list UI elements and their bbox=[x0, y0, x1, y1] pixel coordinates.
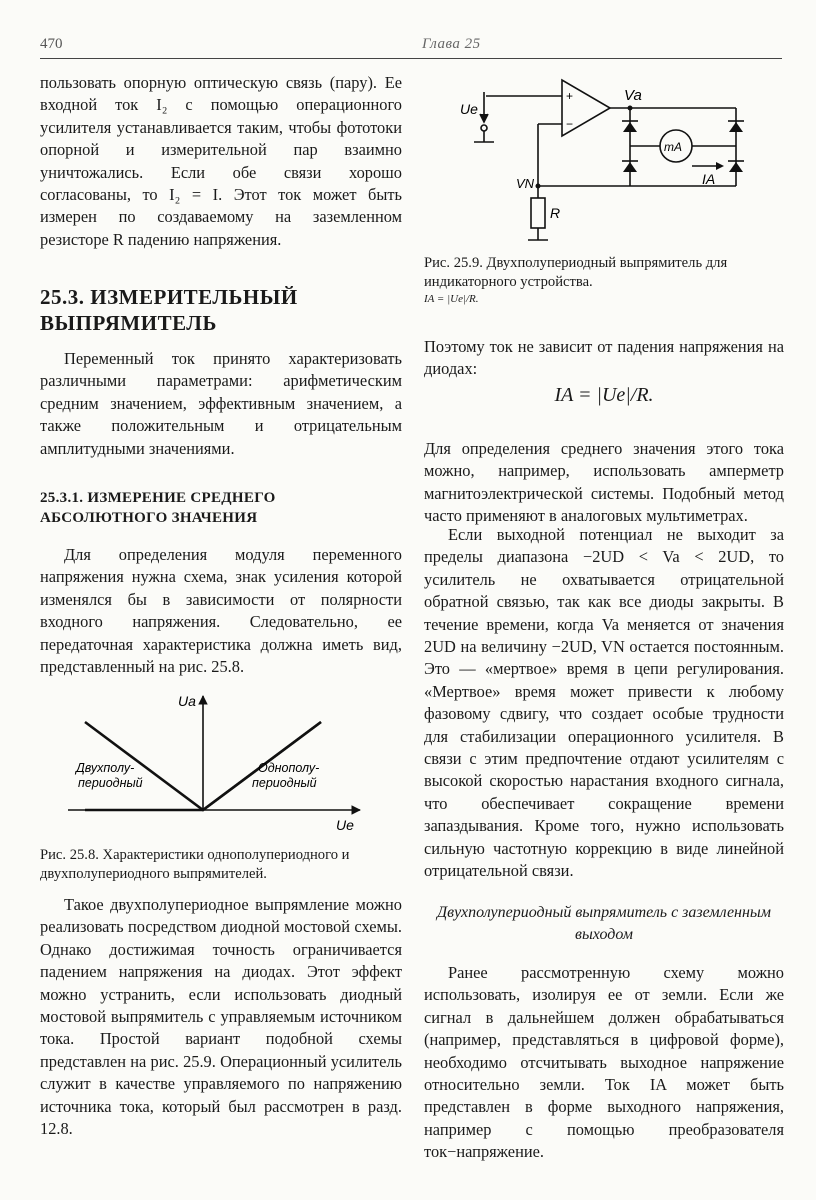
bottom-para-block bbox=[40, 894, 402, 1140]
subsection-paragraph: Для определения модуля переменного напряжения нужна схема, знак усиления которой изменялся бы в зависимости от полярности входного напряжения. Следовательно, ее передаточная характеристика должна иметь вид, представленный на рис. 25.8. bbox=[40, 545, 402, 677]
bottom-paragraph: Такое двухполупериодное выпрямление можно реализовать посредством диодной мостовой схемы. Однако достижимая точность ограничивается падением напряжения на диодах. Этот эффект можно устранить, если использовать диодный мостовой выпрямитель с управляемым источником тока. Простой вариант подобной схемы представлен на рис. 25.9. Операционный усилитель служит в качестве управляемого по напряжению источника тока, который был рассмотрен в разд. 12.8. bbox=[40, 895, 402, 1139]
annotation-full-wave-2: периодный bbox=[78, 776, 143, 790]
chapter-title: Глава 25 bbox=[422, 36, 481, 52]
figure-25-9-caption-block bbox=[424, 254, 784, 306]
label-vn: VN bbox=[516, 176, 535, 191]
right-para-3-block bbox=[424, 524, 784, 883]
section-title: 25.3. ИЗМЕРИТЕЛЬНЫЙ ВЫПРЯМИТЕЛЬ bbox=[40, 285, 298, 335]
annotation-half-wave-2: периодный bbox=[252, 776, 317, 790]
page-number: 470 bbox=[40, 36, 63, 52]
right-para-2-block bbox=[424, 438, 784, 528]
right-paragraph-1: Поэтому ток не зависит от падения напряжения на диодах: bbox=[424, 337, 784, 379]
equation: IA = |Ue|/R. bbox=[554, 384, 654, 406]
label-va: Va bbox=[624, 87, 642, 104]
section-para-block bbox=[40, 348, 402, 460]
y-axis-label: Ua bbox=[178, 693, 196, 709]
subsection-title: 25.3.1. ИЗМЕРЕНИЕ СРЕДНЕГО АБСОЛЮТНОГО ЗНАЧЕНИЯ bbox=[40, 490, 276, 526]
right-para-4-block bbox=[424, 962, 784, 1164]
left-column bbox=[40, 72, 402, 251]
annotation-full-wave-1: Двухполу- bbox=[76, 761, 135, 775]
label-ue: Ue bbox=[460, 101, 478, 117]
right-paragraph-2: Для определения среднего значения этого тока можно, например, использовать амперметр магнитоэлектрической системы. Подобный метод часто применяют в аналоговых мультиметрах. bbox=[424, 439, 784, 526]
annotation-half-wave-1: Однополу- bbox=[258, 761, 320, 775]
figure-25-9-caption: Рис. 25.9. Двухполупериодный выпрямитель для индикаторного устройства. bbox=[424, 255, 728, 290]
label-plus: + bbox=[566, 89, 574, 103]
italic-subheading: Двухполупериодный выпрямитель с заземленным выходом bbox=[437, 904, 771, 943]
subsection-para-block bbox=[40, 544, 402, 678]
subheading-block bbox=[424, 902, 784, 946]
figure-25-9-circuit bbox=[440, 74, 780, 246]
right-para-1-block bbox=[424, 336, 784, 381]
page-header bbox=[40, 36, 782, 59]
equation-block bbox=[424, 384, 784, 406]
section-heading-block bbox=[40, 284, 340, 336]
label-ma: mA bbox=[664, 140, 682, 154]
label-r: R bbox=[550, 205, 561, 221]
subsection-heading-block bbox=[40, 488, 330, 528]
right-paragraph-3: Если выходной потенциал не выходит за пределы диапазона −2UD < Va < 2UD, то усилитель не охватывается отрицательной обратной связью, так как все диоды закрыты. В течение времени, когда Va меняется от значения 2UD на величину −2UD, VN остается постоянным. Это — «мертвое» время в цепи регулирования. «Мертвое» время может привести к любому фазовому сдвигу, что создает особые трудности для стабилизации операционного усилителя. В связи с этим предпочтение отдают усилителям с высокой скоростью нарастания входного сигнала, что обеспечивает сокращение времени запаздывания. Кроме того, нужно использовать сильную частотную коррекцию в виде линейной отрицательной связи. bbox=[424, 525, 784, 881]
figure-25-9-formula: IA = |Ue|/R. bbox=[424, 293, 479, 305]
x-axis-label: Ue bbox=[336, 817, 354, 833]
section-paragraph: Переменный ток принято характеризовать различными параметрами: арифметическим средним значением, эффективным значением, а также положительным и отрицательным амплитудными значениями. bbox=[40, 349, 402, 458]
label-minus: − bbox=[566, 117, 574, 131]
figure-25-8-caption: Рис. 25.8. Характеристики однополупериодного и двухполупериодного выпрямителей. bbox=[40, 847, 350, 882]
right-paragraph-4: Ранее рассмотренную схему можно использовать, изолируя ее от земли. Если же сигнал в дальнейшем должен обрабатываться (например, представляться в цифровой форме), необходимо отсчитывать выходное напряжение относительно земли. Ток IA может быть представлен в форме выходного напряжения, например с помощью преобразователя ток−напряжение. bbox=[424, 963, 784, 1162]
figure-25-8-caption-block bbox=[40, 846, 402, 884]
label-ia: IA bbox=[702, 171, 716, 187]
figure-25-8-chart bbox=[40, 688, 402, 838]
intro-paragraph: пользовать опорную оптическую связь (пару). Ее входной ток I₂ с помощью операционного усилителя устанавливается таким, чтобы фототоки опорной и измерительной пар взаимно уничтожались. Если обе связи хорошо согласованы, то I₂ = I. Этот ток может быть измерен по создаваемому на заземленном резисторе R падению напряжения. bbox=[40, 73, 402, 249]
